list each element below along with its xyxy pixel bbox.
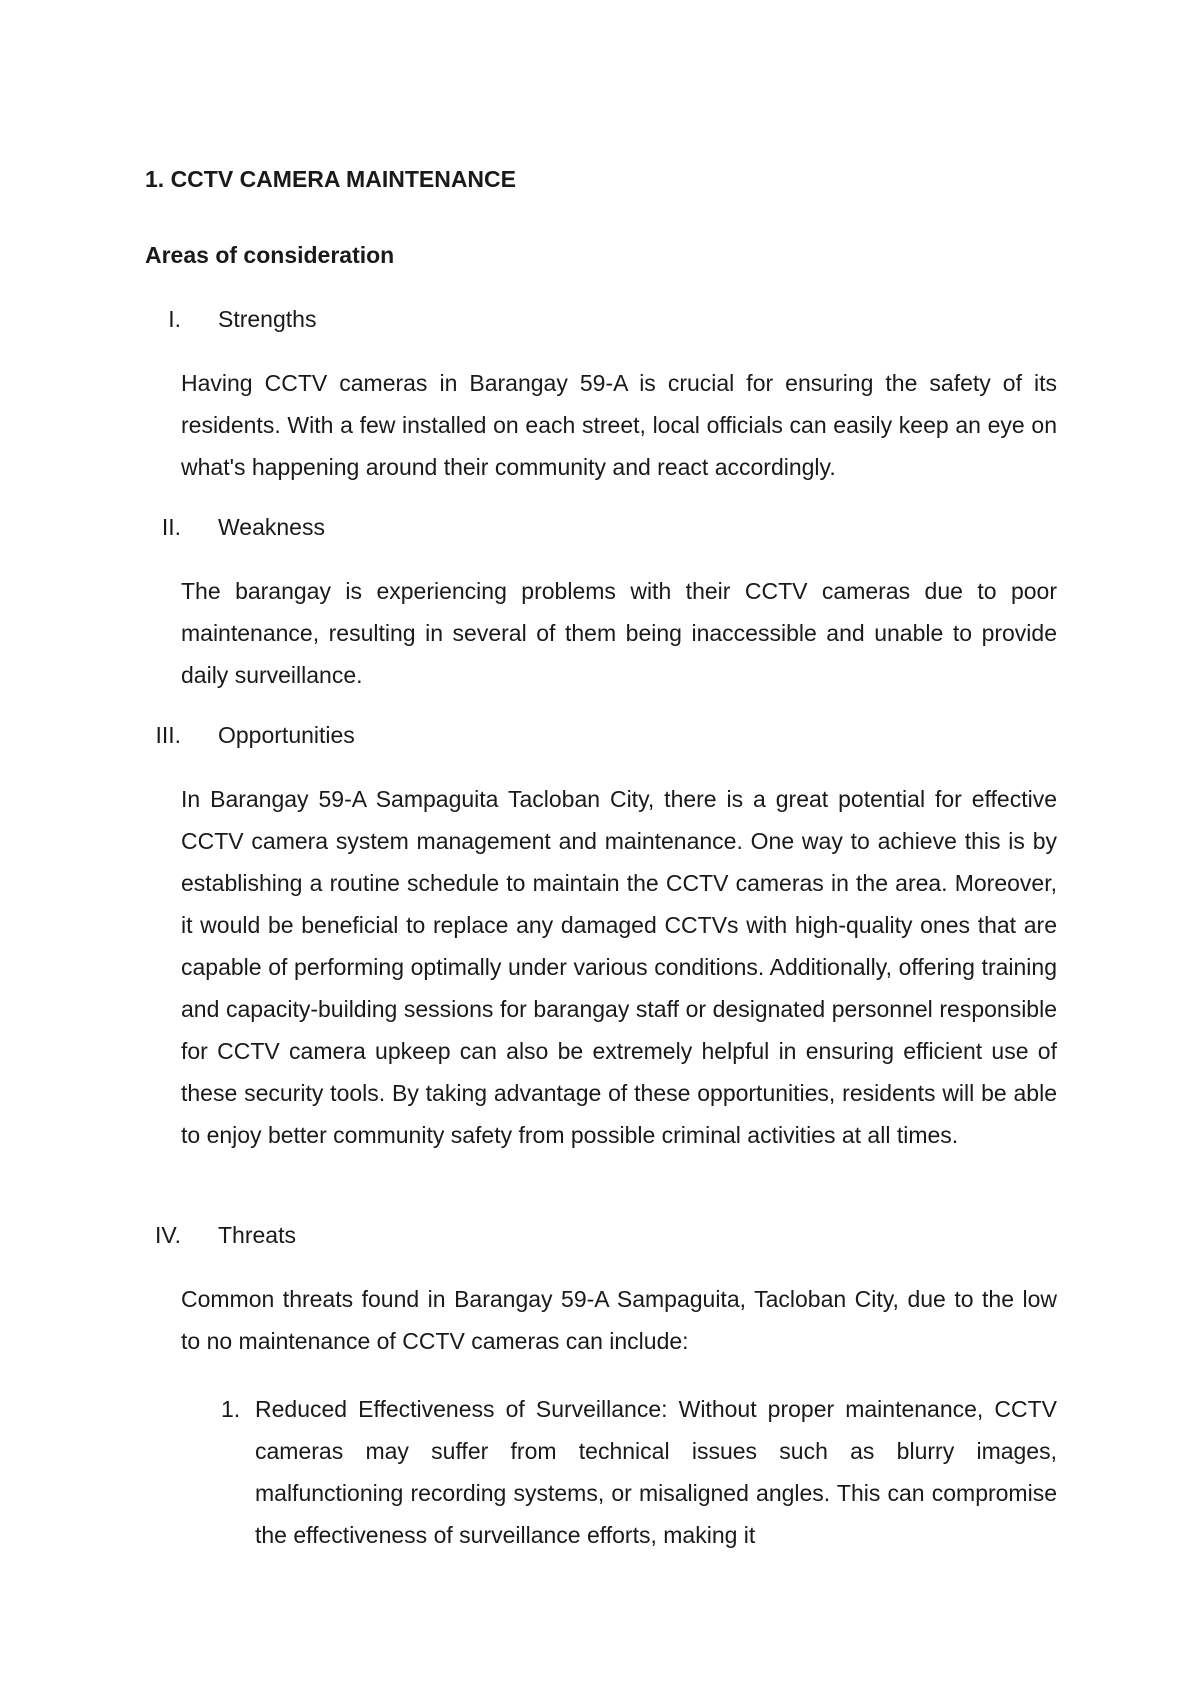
- threats-paragraph: Common threats found in Barangay 59-A Sampaguita, Tacloban City, due to the low to no maintenance of CCTV cameras can include:: [181, 1286, 1057, 1354]
- weakness-paragraph: The barangay is experiencing problems with their CCTV cameras due to poor maintenance, resulting in several of them being inaccessible and unable to provide daily surveillance.: [181, 578, 1057, 688]
- strengths-paragraph: Having CCTV cameras in Barangay 59-A is crucial for ensuring the safety of its residents. With a few installed on each street, local officials can easily keep an eye on what's happening around their community and react accordingly.: [181, 370, 1057, 480]
- section-numeral: I.: [168, 306, 181, 332]
- section-label: Weakness: [218, 514, 325, 540]
- section-numeral: IV.: [154, 1222, 181, 1248]
- section-subtitle: Areas of consideration: [145, 242, 395, 268]
- section-numeral: III.: [155, 722, 181, 748]
- section-numeral: II.: [161, 514, 181, 540]
- section-label: Opportunities: [218, 722, 355, 748]
- opportunities-paragraph: In Barangay 59-A Sampaguita Tacloban City, there is a great potential for effective CCTV camera system management and maintenance. One way to achieve this is by establishing a routine schedule to maintain the CCTV cameras in the area. Moreover, it would be beneficial to replace any damaged CCTVs with high-quality ones that are capable of performing optimally under various conditions. Additionally, offering training and capacity-building sessions for barangay staff or designated personnel responsible for CCTV camera upkeep can also be extremely helpful in ensuring efficient use of these security tools. By taking advantage of these opportunities, residents will be able to enjoy better community safety from possible criminal activities at all times.: [181, 786, 1057, 1148]
- section-label: Threats: [218, 1222, 296, 1248]
- list-item-number: 1.: [221, 1396, 241, 1422]
- list-item-text: Reduced Effectiveness of Surveillance: Without proper maintenance, CCTV cameras may suffer from technical issues such as blurry images, malfunctioning recording systems, or misaligned angles. This can compromise the effectiveness of surveillance efforts, making it: [255, 1396, 1057, 1548]
- document-title: 1. CCTV CAMERA MAINTENANCE: [145, 166, 516, 192]
- list-item: [221, 1388, 1057, 1556]
- section-label: Strengths: [218, 306, 317, 332]
